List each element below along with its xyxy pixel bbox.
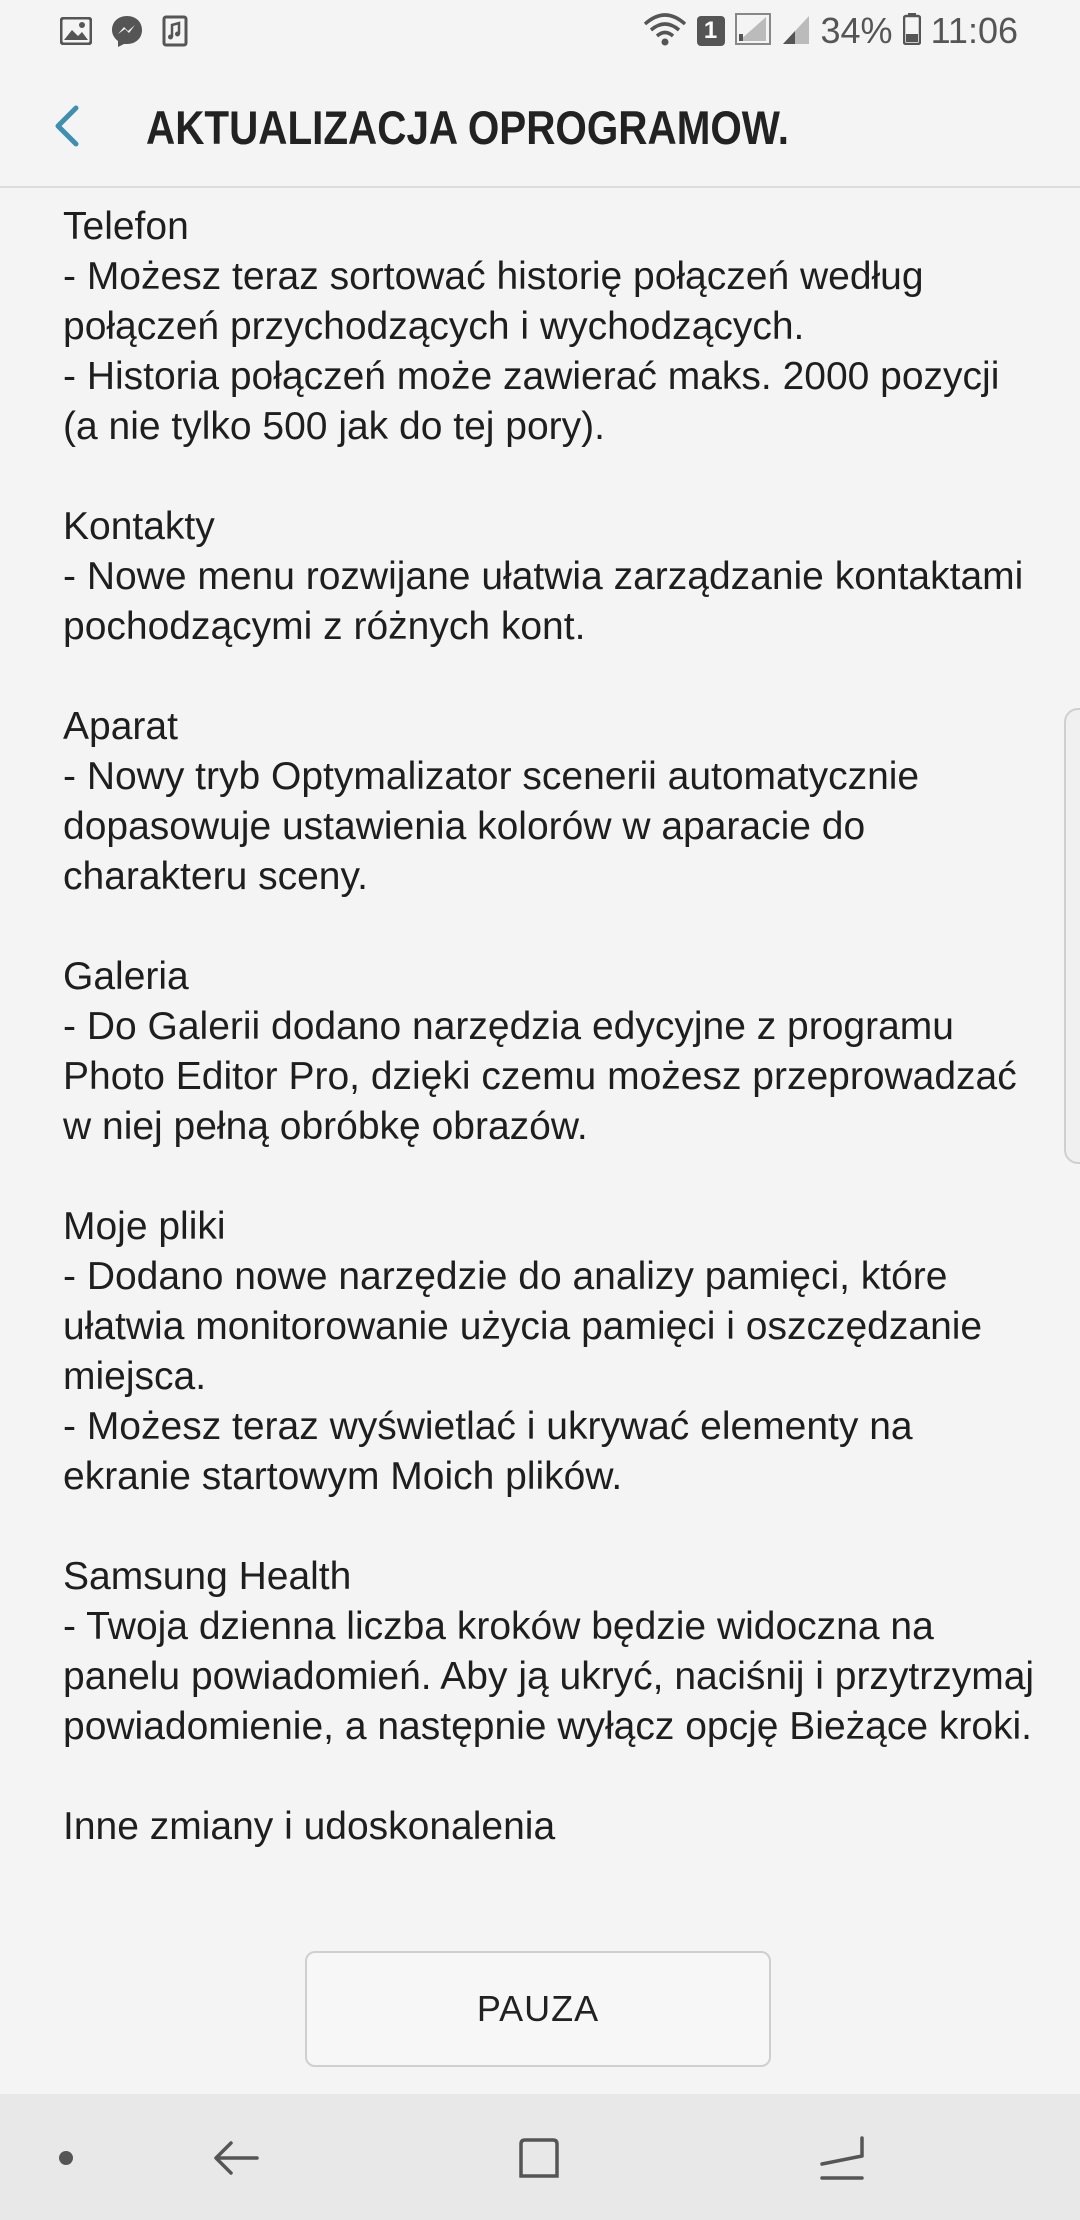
release-note-section <box>63 502 1043 652</box>
section-title: Moje pliki <box>63 1205 226 1248</box>
release-note-section <box>63 1202 1043 1502</box>
chevron-left-icon <box>46 96 86 156</box>
section-line: - Dodano nowe narzędzie do analizy pamięci, które ułatwia monitorowanie użycia pamięci i oszczędzanie miejsca. <box>63 1255 983 1398</box>
section-line: - Do Galerii dodano narzędzia edycyjne z programu Photo Editor Pro, dzięki czemu możesz przeprowadzać w niej pełną obróbkę obrazów. <box>63 1005 1017 1148</box>
signal-icon <box>781 12 811 51</box>
release-note-section <box>63 1552 1043 1752</box>
section-title: Aparat <box>63 705 178 748</box>
section-line: - Nowe menu rozwijane ułatwia zarządzanie kontaktami pochodzącymi z różnych kont. <box>63 555 1024 648</box>
release-notes-scroll-area[interactable] <box>0 188 1080 1926</box>
page-title: AKTUALIZACJA OPROGRAMOW. <box>146 101 789 154</box>
action-area <box>0 1926 1080 2094</box>
scroll-handle[interactable] <box>1064 708 1080 1164</box>
recents-icon <box>818 2134 866 2182</box>
release-note-section <box>63 952 1043 1152</box>
section-title: Telefon <box>63 205 189 248</box>
section-title: Galeria <box>63 955 189 998</box>
section-title: Inne zmiany i udoskonalenia <box>63 1805 556 1848</box>
release-notes <box>63 202 1043 1902</box>
home-square-icon <box>515 2134 563 2182</box>
wifi-icon <box>643 12 687 51</box>
notification-count-badge: 1 <box>697 16 725 46</box>
app-bar <box>0 66 1080 188</box>
release-note-section <box>63 702 1043 902</box>
navigation-bar <box>0 2094 1080 2220</box>
section-line: - Możesz teraz wyświetlać i ukrywać elementy na ekranie startowym Moich plików. <box>63 1405 913 1498</box>
section-title: Samsung Health <box>63 1555 352 1598</box>
back-button[interactable] <box>46 96 102 156</box>
messenger-icon <box>110 14 144 53</box>
back-arrow-icon <box>211 2135 261 2181</box>
pause-button[interactable]: PAUZA <box>305 1951 771 2067</box>
nav-recents-button[interactable] <box>814 2130 870 2186</box>
status-bar <box>0 0 1080 66</box>
release-note-section <box>63 202 1043 452</box>
dot-icon <box>56 2148 76 2168</box>
section-line: - Możesz teraz sortować historię połączeń według połączeń przychodzących i wychodzących. <box>63 255 924 348</box>
gallery-icon <box>60 17 92 50</box>
section-line: - Nowy tryb Optymalizator scenerii automatycznie dopasowuje ustawienia kolorów w aparacie do charakteru sceny. <box>63 755 920 898</box>
release-note-section <box>63 1802 1043 1852</box>
section-line: - Twoja dzienna liczba kroków będzie widoczna na panelu powiadomień. Aby ją ukryć, naciśnij i przytrzymaj powiadomienie, a następnie wyłącz opcję Bieżące kroki. <box>63 1605 1035 1748</box>
nav-back-button[interactable] <box>208 2130 264 2186</box>
battery-icon <box>903 13 921 50</box>
section-title: Kontakty <box>63 505 215 548</box>
signal-icon <box>735 12 771 51</box>
clock: 11:06 <box>930 10 1018 51</box>
section-line: - Historia połączeń może zawierać maks. 2000 pozycji (a nie tylko 500 jak do tej pory). <box>63 355 1000 448</box>
nav-home-button[interactable] <box>511 2130 567 2186</box>
nav-dot-button[interactable] <box>38 2130 94 2186</box>
music-file-icon <box>162 15 188 52</box>
battery-percent: 34% <box>820 10 893 51</box>
